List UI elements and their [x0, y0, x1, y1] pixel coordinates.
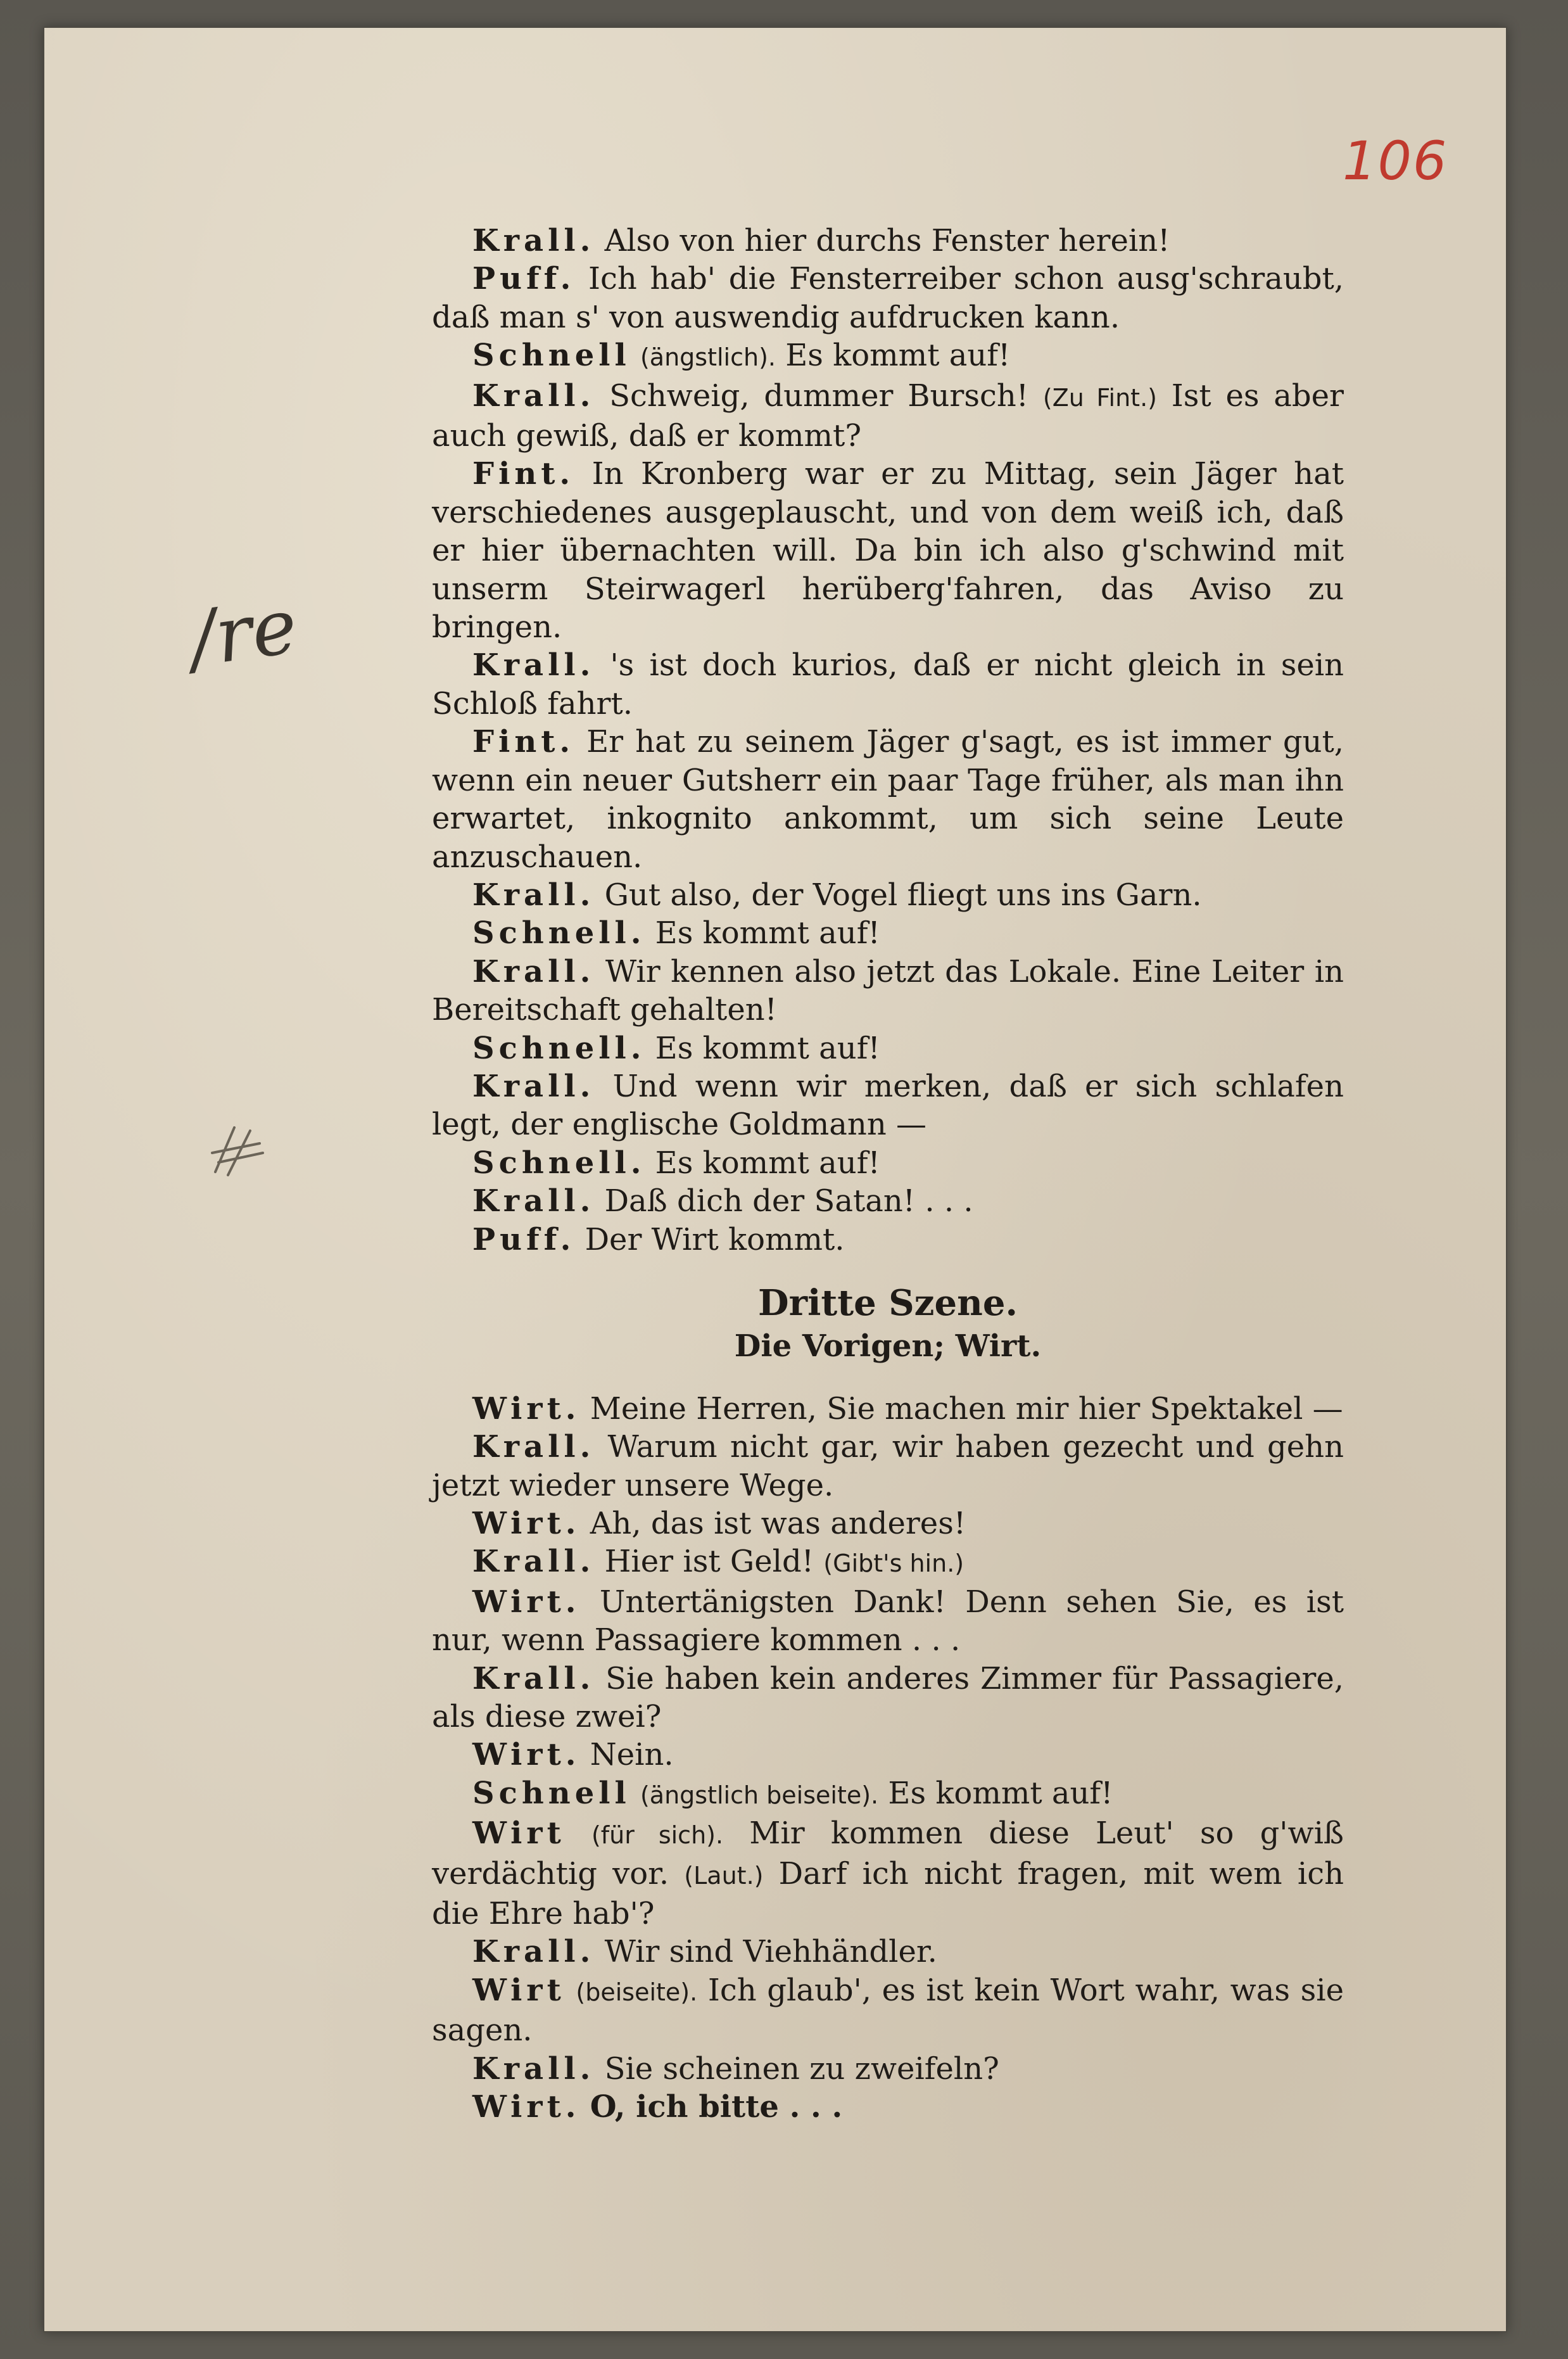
spoken-text: Darf ich nicht fragen, mit wem ich die Ehre hab'? — [432, 1855, 1344, 1932]
speaker-name: Schnell — [472, 1775, 631, 1811]
spoken-text: Schweig, dummer Bursch! — [609, 378, 1029, 414]
speaker-name: Krall. — [472, 647, 595, 684]
spoken-text: Untertänigsten Dank! Denn sehen Sie, es ist nur, wenn Passagiere kommen . . . — [432, 1584, 1344, 1658]
speaker-name: Krall. — [472, 223, 595, 258]
speaker-name: Schnell. — [472, 1145, 646, 1181]
speaker-name: Wirt. — [472, 1506, 581, 1541]
spoken-text: Warum nicht gar, wir haben gezecht und gehn jetzt wieder unsere Wege. — [432, 1429, 1344, 1503]
spoken-text: Wir sind Viehhändler. — [604, 1934, 937, 1970]
dialogue-line — [432, 1428, 1344, 1504]
dialogue-line — [432, 260, 1344, 336]
speaker-name: Krall. — [472, 378, 595, 414]
speaker-name: Krall. — [472, 2051, 595, 2087]
spoken-text: Mir kommen diese Leut' so g'wiß verdächtig vor. — [432, 1815, 1344, 1892]
speaker-name: Wirt. — [472, 2089, 581, 2125]
speaker-name: Krall. — [472, 877, 595, 913]
dialogue-line — [432, 222, 1344, 260]
dialogue-line — [432, 1221, 1344, 1259]
dialogue-line — [432, 1583, 1344, 1660]
dialogue-line — [432, 1736, 1344, 1774]
dialogue-line — [432, 1182, 1344, 1220]
speaker-name: Wirt. — [472, 1584, 581, 1620]
speaker-name: Wirt — [472, 1972, 566, 2008]
speaker-name: Krall. — [472, 953, 595, 989]
dialogue-line — [432, 1933, 1344, 1971]
spoken-text: Er hat zu seinem Jäger g'sagt, es ist immer gut, wenn ein neuer Gutsherr ein paar Tage früher, als man ihn erwartet, inkognito ankommt, um sich seine Leute anzuschauen. — [432, 724, 1344, 875]
scene-persons: Die Vorigen; Wirt. — [734, 1328, 1042, 1364]
speaker-name: Schnell — [472, 338, 631, 374]
dialogue-line — [432, 377, 1344, 455]
dialogue-line — [432, 1144, 1344, 1182]
speaker-name: Krall. — [472, 1934, 595, 1970]
margin-annotation: /re — [184, 582, 303, 685]
spoken-text: Sie scheinen zu zweifeln? — [604, 2051, 999, 2087]
stage-direction: (Gibt's hin.) — [823, 1549, 964, 1578]
dialogue-line — [432, 1814, 1344, 1933]
spoken-text: Ich glaub', es ist kein Wort wahr, was sie sagen. — [432, 1972, 1344, 2049]
spoken-text: Sie haben kein anderes Zimmer für Passagiere, als diese zwei? — [432, 1660, 1344, 1735]
speaker-name: Puff. — [472, 1221, 576, 1257]
stage-direction: (für sich). — [591, 1821, 724, 1850]
spoken-text: O, ich bitte . . . — [590, 2089, 843, 2125]
dialogue-line — [432, 1390, 1344, 1428]
speaker-name: Fint. — [472, 456, 575, 492]
spoken-text: Der Wirt kommt. — [585, 1221, 845, 1257]
dialogue-line — [432, 2088, 1344, 2126]
spoken-text: Wir kennen also jetzt das Lokale. Eine Leiter in Bereitschaft gehalten! — [432, 953, 1344, 1028]
spoken-text: Es kommt auf! — [785, 338, 1011, 374]
spoken-text: 's ist doch kurios, daß er nicht gleich in sein Schloß fahrt. — [432, 647, 1344, 722]
stage-direction: (ängstlich beiseite). — [640, 1781, 879, 1809]
folio-number: 106 — [1343, 130, 1448, 192]
dialogue-line — [432, 1660, 1344, 1736]
dialogue-line — [432, 1504, 1344, 1542]
stage-direction: (Zu Fint.) — [1042, 383, 1157, 412]
speaker-name: Krall. — [472, 1544, 595, 1580]
dialogue-line — [432, 1067, 1344, 1144]
dialogue-line — [432, 723, 1344, 876]
spoken-text: Nein. — [590, 1737, 674, 1773]
dialogue-line — [432, 914, 1344, 952]
spoken-text: Und wenn wir merken, daß er sich schlafen legt, der englische Goldmann — — [432, 1068, 1344, 1143]
speaker-name: Wirt. — [472, 1737, 581, 1773]
spoken-text: Meine Herren, Sie machen mir hier Spektakel — — [590, 1390, 1343, 1427]
speaker-name: Fint. — [472, 724, 575, 760]
stage-direction: (ängstlich). — [640, 343, 776, 372]
speaker-name: Krall. — [472, 1429, 595, 1465]
speaker-name: Wirt — [472, 1815, 566, 1852]
scene-heading: Dritte Szene. — [758, 1281, 1018, 1324]
dialogue-part-two — [432, 1390, 1344, 2127]
stage-direction: (Laut.) — [684, 1861, 764, 1890]
speaker-name: Schnell. — [472, 915, 646, 951]
spoken-text: In Kronberg war er zu Mittag, sein Jäger hat verschiedenes ausgeplauscht, und von dem weiß ich, daß er hier übernachten will. Da bin ich also g'schwind mit unserm Steirwagerl herüberg'fahren, das Aviso zu bringen. — [432, 456, 1344, 645]
spoken-text: Hier ist Geld! — [604, 1544, 814, 1580]
speaker-name: Wirt. — [472, 1390, 581, 1427]
speaker-name: Krall. — [472, 1183, 595, 1219]
dialogue-line — [432, 2050, 1344, 2088]
spoken-text: Ich hab' die Fensterreiber schon ausg'schraubt, daß man s' von auswendig aufdrucken kann. — [432, 261, 1344, 335]
stage-direction: (beiseite). — [576, 1978, 698, 2006]
dialogue-line — [432, 876, 1344, 914]
spoken-text: Es kommt auf! — [655, 915, 880, 951]
spoken-text: Also von hier durchs Fenster herein! — [604, 223, 1170, 258]
spoken-text: Es kommt auf! — [888, 1775, 1113, 1811]
spoken-text: Ah, das ist was anderes! — [590, 1506, 966, 1541]
speaker-name: Schnell. — [472, 1030, 646, 1066]
speaker-name: Krall. — [472, 1660, 595, 1696]
dialogue-line — [432, 646, 1344, 723]
dialogue-line — [432, 1029, 1344, 1067]
speaker-name: Puff. — [472, 261, 576, 297]
play-text — [432, 222, 1344, 2127]
dialogue-line — [432, 336, 1344, 376]
dialogue-line — [432, 455, 1344, 646]
dialogue-line — [432, 1971, 1344, 2050]
spoken-text: Es kommt auf! — [655, 1030, 880, 1066]
spoken-text: Gut also, der Vogel fliegt uns ins Garn. — [604, 877, 1202, 913]
dialogue-part-one — [432, 222, 1344, 1259]
dialogue-line — [432, 1774, 1344, 1814]
spoken-text: Es kommt auf! — [655, 1145, 880, 1181]
dialogue-line — [432, 1542, 1344, 1582]
spoken-text: Ist es aber auch gewiß, daß er kommt? — [432, 378, 1344, 454]
margin-pencil-mark — [209, 1115, 266, 1185]
speaker-name: Krall. — [472, 1068, 595, 1104]
dialogue-line — [432, 953, 1344, 1029]
spoken-text: Daß dich der Satan! . . . — [604, 1183, 973, 1219]
